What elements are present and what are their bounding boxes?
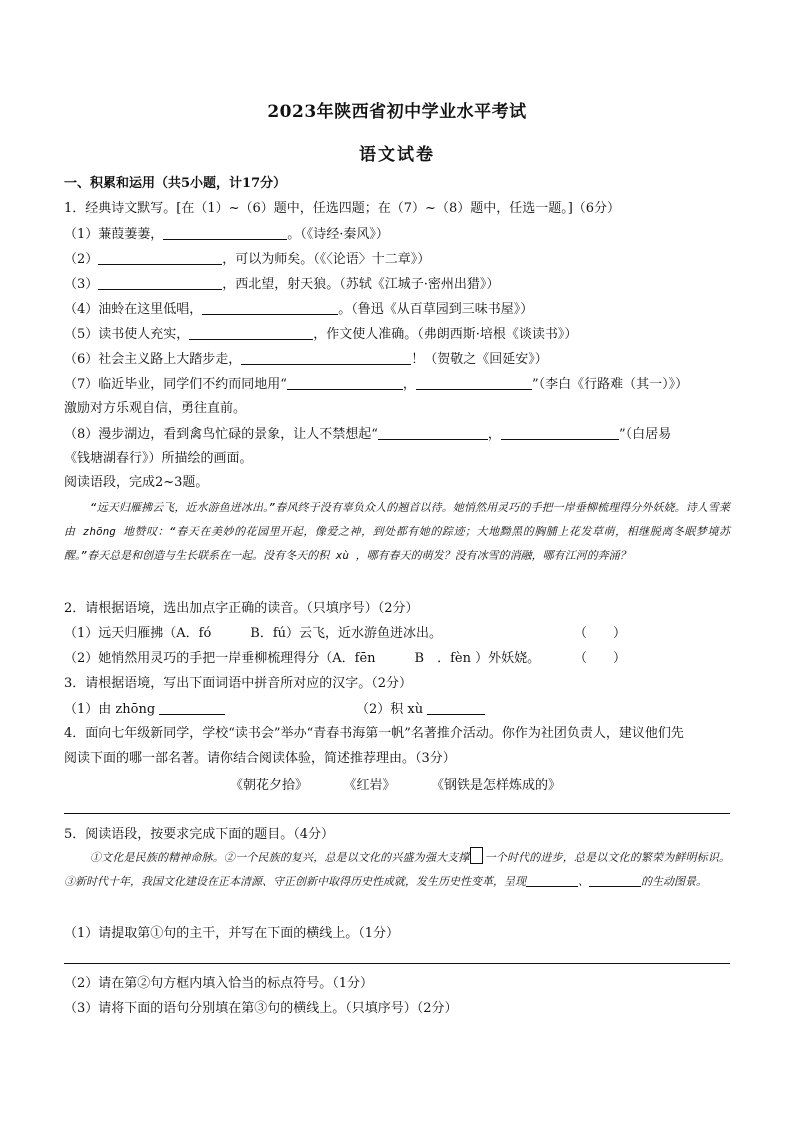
q1-item-4-post: 。（鲁迅《从百草园到三味书屋》）: [338, 302, 534, 317]
q5-passage: [64, 846, 730, 894]
answer-blank[interactable]: [416, 375, 532, 390]
answer-blank[interactable]: [163, 225, 287, 240]
q3-item-1: [64, 700, 225, 719]
q5-sub-2: （2）请在第②句方框内填入恰当的标点符号。（1分）: [64, 976, 374, 991]
q1-item-6-pre: （6）社会主义路上大踏步走，: [64, 352, 242, 367]
answer-blank[interactable]: [378, 425, 488, 440]
q1-item-5: [64, 325, 577, 344]
q1-item-5-pre: （5）读书使人充实，: [64, 327, 190, 342]
question-4-stem-cont: 阅读下面的哪一部名著。请你结合阅读体验，简述推荐理由。（3分）: [64, 751, 456, 766]
book-options: [230, 774, 603, 793]
answer-paren[interactable]: （ ）: [574, 651, 627, 666]
q3-item-1-label: （1）由 zhōng: [64, 702, 156, 717]
section-heading: 一、积累和运用（共5小题，计17分）: [64, 176, 287, 191]
q3-item-2-label: （2）积 xù: [356, 702, 424, 717]
answer-blank[interactable]: [526, 875, 578, 887]
q1-item-7-post: ”（李白《行路难（其一）》）: [531, 377, 689, 392]
q1-item-1-post: 。（《诗经·秦风》）: [287, 227, 389, 242]
q1-item-1: [64, 225, 389, 244]
punctuation-box[interactable]: [470, 847, 483, 864]
exam-title: 2023年陕西省初中学业水平考试: [267, 102, 527, 122]
q1-item-2-pre: （2）: [64, 252, 99, 267]
answer-blank[interactable]: [427, 700, 485, 715]
q1-item-7-mid: ，: [402, 377, 416, 392]
answer-blank[interactable]: [287, 375, 403, 390]
answer-blank[interactable]: [589, 875, 641, 887]
q1-item-3-pre: （3）: [64, 277, 99, 292]
answer-paren[interactable]: （ ）: [574, 626, 627, 641]
q1-item-3-post: ，西北望，射天狼。（苏轼《江城子·密州出猎》）: [222, 277, 500, 292]
q5-passage-part3: 的生动图景。: [641, 875, 707, 888]
q2-item-2: （2）她悄然用灵巧的手把一岸垂柳梳理得分（A．fēn B ．fèn ）外妖娆。: [64, 651, 541, 666]
q1-item-1-pre: （1）蒹葭萋萋，: [64, 227, 164, 242]
q5-passage-part2: 一个时代的进步，总是以文化的繁荣为鲜明标识。③新时代十年，我国文化建设在正本清源、守正创新中取得历史性成就，发生历史性变革，呈现: [64, 851, 731, 888]
q1-item-4: [64, 300, 533, 319]
q1-item-7-pre: （7）临近毕业，同学们不约而同地用“: [64, 377, 287, 392]
answer-blank[interactable]: [241, 350, 411, 365]
q1-item-8-post: ”（白居易: [618, 427, 672, 442]
question-5-stem: 5．阅读语段，按要求完成下面的题目。（4分）: [64, 827, 335, 842]
question-3-stem: 3．请根据语境，写出下面词语中拼音所对应的汉字。（2分）: [64, 676, 413, 691]
q1-item-8: [64, 425, 671, 444]
answer-blank[interactable]: [98, 250, 222, 265]
answer-blank[interactable]: [202, 300, 338, 315]
q1-item-6: [64, 350, 548, 369]
q3-item-2: [356, 700, 485, 719]
answer-blank[interactable]: [501, 425, 619, 440]
question-4-stem: 4．面向七年级新同学，学校“读书会”举办“青春书海第一帆”名著推介活动。你作为社团负责人，建议他们先: [64, 726, 684, 741]
answer-line[interactable]: [64, 963, 730, 964]
q1-item-2: [64, 250, 430, 269]
q5-sub-1: （1）请提取第①句的主干，并写在下面的横线上。（1分）: [64, 926, 400, 941]
q1-item-2-post: ，可以为师矣。（《〈论语〉十二章》）: [222, 252, 431, 267]
q1-item-7: [64, 375, 688, 394]
q1-item-3: [64, 275, 499, 294]
q1-item-6-post: ！（贺敬之《回延安》）: [411, 352, 548, 367]
q1-item-8-pre: （8）漫步湖边，看到禽鸟忙碌的景象，让人不禁想起“: [64, 427, 378, 442]
q5-passage-part1: ①文化是民族的精神命脉。②一个民族的复兴，总是以文化的兴盛为强大支撑: [90, 851, 470, 864]
question-2-stem: 2．请根据语境，选出加点字正确的读音。（只填序号）（2分）: [64, 601, 419, 616]
q5-passage-sep: 、: [578, 875, 589, 888]
book-option: 《钢铁是怎样炼成的》: [437, 778, 562, 793]
answer-line[interactable]: [64, 813, 730, 814]
q2-item-1: （1）远天归雁拂（A．fó B．fú）云飞，近水游鱼迸冰出。: [64, 626, 443, 641]
answer-blank[interactable]: [159, 700, 225, 715]
q1-item-5-post: ，作文使人准确。（弗朗西斯·培根《谈读书》）: [313, 327, 578, 342]
answer-blank[interactable]: [189, 325, 313, 340]
answer-blank[interactable]: [98, 275, 222, 290]
q5-sub-3: （3）请将下面的语句分别填在第③句的横线上。（只填序号）（2分）: [64, 1001, 458, 1016]
book-option: 《朝花夕拾》: [230, 778, 309, 793]
exam-subtitle: 语文试卷: [359, 145, 435, 165]
reading-passage: “远天归雁拂云飞，近水游鱼迸冰出。”春风终于没有辜负众人的翘首以待。她悄然用灵巧的手把一岸垂柳梳理得分外妖娆。诗人雪莱由 zhōng 地赞叹：“春天在美妙的花园里开起，像爱之神，到处都有她的踪迹；大地黝黑的胸脯上花发草萌，相继脱离冬眠梦境苏醒。”春天总是和创造与生长联系在一起。没有冬天的积 xù ，哪有春天的萌发？没有冰雪的消融，哪有江河的奔涌？: [64, 501, 730, 562]
q1-item-4-pre: （4）油蛉在这里低唱，: [64, 302, 203, 317]
q1-item-7-cont: 激励对方乐观自信，勇往直前。: [64, 401, 247, 416]
question-1-stem: 1．经典诗文默写。[在（1）~（6）题中，任选四题；在（7）~（8）题中，任选一题。]（6分）: [64, 201, 621, 216]
q1-item-8-cont: 《钱塘湖春行》）所描绘的画面。: [64, 451, 253, 466]
q1-item-8-mid: ，: [487, 427, 501, 442]
book-option: 《红岩》: [350, 778, 396, 793]
reading-intro: 阅读语段，完成2~3题。: [64, 475, 209, 490]
